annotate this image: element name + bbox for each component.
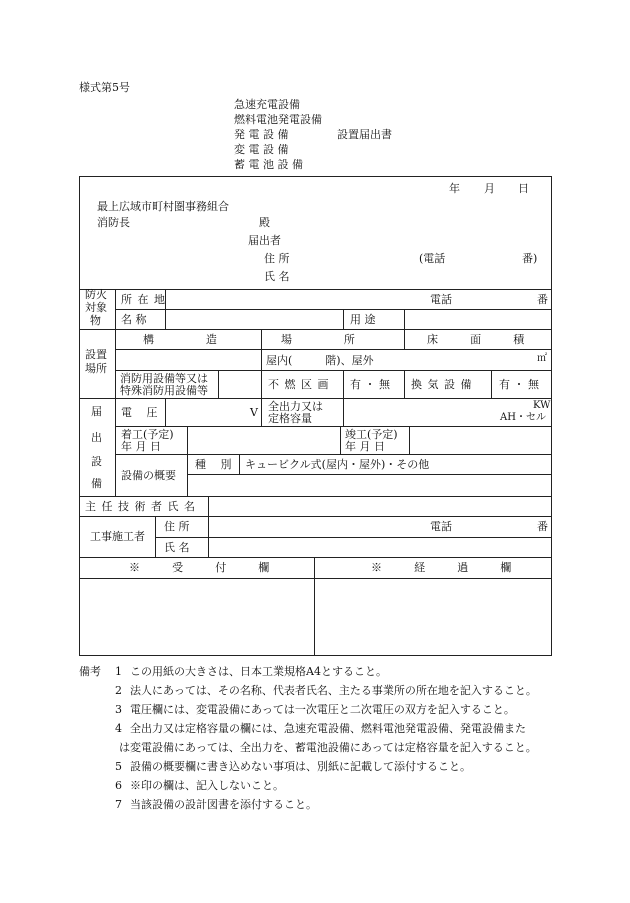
title-suffix: 設置届出書 — [337, 128, 392, 141]
object-label-1: 防火 — [85, 288, 107, 301]
chief-engineer-label: 主任技術者氏名 — [85, 500, 201, 513]
note-number: 2 — [115, 684, 122, 697]
floor-area-label: 床 面 積 — [427, 333, 539, 346]
object-phone-suffix: 番 — [537, 293, 548, 306]
note-number: 4 — [115, 722, 122, 735]
start-label-2: 年 月 日 — [121, 440, 161, 453]
title-equipment-5: 蓄 電 池 設 備 — [234, 158, 303, 171]
output-unit-ah: AH・セル — [500, 412, 546, 423]
ventilation-choice[interactable]: 有 ・ 無 — [499, 378, 539, 391]
title-equipment-2: 燃料電池発電設備 — [234, 113, 322, 126]
note-text: は変電設備にあっては、全出力を、蓄電池設備にあっては定格容量を記入すること。 — [119, 741, 537, 754]
note-text: この用紙の大きさは、日本工業規格A4とすること。 — [130, 665, 387, 678]
contractor-address-input[interactable] — [212, 518, 412, 535]
title-equipment-3: 発 電 設 備 — [234, 128, 289, 141]
contractor-address-label: 住 所 — [164, 520, 190, 533]
object-use-label: 用 途 — [350, 313, 376, 326]
structure-input[interactable] — [120, 351, 258, 368]
fireproof-zone-choice[interactable]: 有 ・ 無 — [350, 378, 390, 391]
object-name-label: 名 称 — [121, 313, 147, 326]
overview-label: 設備の概要 — [121, 469, 176, 482]
start-label-1: 着工(予定) — [121, 428, 174, 441]
installation-label-2: 場所 — [85, 362, 107, 375]
title-equipment-4: 変 電 設 備 — [234, 143, 289, 156]
contractor-name-label: 氏 名 — [164, 541, 190, 554]
notifier-label: 届出者 — [248, 234, 281, 247]
fire-equipment-label-1: 消防用設備等又は — [120, 372, 208, 385]
title-equipment-1: 急速充電設備 — [234, 98, 300, 111]
object-name-input[interactable] — [170, 310, 340, 328]
completion-date-input[interactable] — [413, 428, 548, 452]
output-unit-kw: KW — [533, 400, 551, 411]
date-month: 月 — [484, 182, 495, 195]
overview-input[interactable] — [191, 476, 547, 494]
output-label-2: 定格容量 — [268, 412, 312, 425]
contractor-label: 工事施工者 — [90, 530, 145, 543]
object-location-label: 所在地 — [121, 293, 171, 306]
output-label-1: 全出力又は — [268, 400, 323, 413]
notes-heading: 備考 — [79, 665, 101, 678]
addressee-title: 消防長 — [97, 216, 130, 229]
notifier-phone-label: (電話 — [419, 252, 446, 265]
notifier-phone-suffix: 番) — [522, 252, 538, 265]
honorific: 殿 — [259, 216, 270, 229]
note-number: 3 — [115, 703, 122, 716]
addressee-org: 最上広域市町村圏事務組合 — [97, 200, 229, 213]
note-text: 全出力又は定格容量の欄には、急速充電設備、燃料電池発電設備、発電設備また — [130, 722, 526, 735]
object-use-input[interactable] — [408, 310, 548, 328]
note-number: 1 — [115, 665, 122, 678]
reception-box — [81, 580, 312, 653]
indoor-outdoor-field[interactable]: 屋内( 階)、屋外 — [266, 354, 374, 367]
reception-label: ※ 受 付 欄 — [129, 561, 284, 574]
date-day: 日 — [518, 182, 529, 195]
fire-equipment-input[interactable] — [222, 372, 258, 396]
equipment-label-3: 設 — [91, 455, 102, 468]
note-number: 7 — [115, 798, 122, 811]
contractor-name-input[interactable] — [212, 539, 548, 555]
installation-label-1: 設置 — [85, 348, 107, 361]
ventilation-label: 換気設備 — [411, 378, 477, 391]
output-input[interactable] — [348, 400, 488, 424]
fireproof-zone-label: 不燃区画 — [268, 378, 334, 391]
note-text: 当該設備の設計図書を添付すること。 — [130, 798, 317, 811]
place-label: 場 所 — [281, 333, 380, 346]
object-label-2: 対象 — [85, 301, 107, 314]
object-label-3: 物 — [90, 314, 101, 327]
equipment-label-4: 備 — [91, 477, 102, 490]
area-unit: ㎡ — [537, 353, 547, 364]
floor-area-input[interactable] — [408, 351, 533, 368]
equipment-label-1: 届 — [91, 405, 102, 418]
progress-label: ※ 経 過 欄 — [371, 561, 526, 574]
note-text: 設備の概要欄に書き込めない事項は、別紙に記載して添付すること。 — [130, 760, 471, 773]
contractor-phone-label: 電話 — [430, 520, 452, 533]
notifier-address-label: 住 所 — [264, 252, 290, 265]
form-number: 様式第5号 — [79, 81, 130, 94]
chief-engineer-input[interactable] — [212, 498, 548, 514]
completion-label-2: 年 月 日 — [345, 440, 385, 453]
date-year: 年 — [449, 182, 460, 195]
progress-box — [316, 580, 549, 653]
contractor-phone-suffix: 番 — [537, 520, 548, 533]
structure-label: 構 造 — [143, 333, 242, 346]
object-location-input[interactable] — [170, 290, 340, 308]
voltage-unit: V — [250, 406, 258, 419]
type-choice[interactable]: キュービクル式(屋内・屋外)・その他 — [245, 458, 430, 471]
start-date-input[interactable] — [191, 428, 337, 452]
fire-equipment-label-2: 特殊消防用設備等 — [120, 384, 208, 397]
voltage-input[interactable] — [170, 400, 248, 424]
note-text: 法人にあっては、その名称、代表者氏名、主たる事業所の所在地を記入すること。 — [130, 684, 537, 697]
type-label: 種 別 — [195, 458, 237, 471]
note-text: 電圧欄には、変電設備にあっては一次電圧と二次電圧の双方を記入すること。 — [130, 703, 515, 716]
object-phone-label: 電話 — [430, 293, 452, 306]
voltage-label: 電 圧 — [121, 406, 163, 419]
note-text: ※印の欄は、記入しないこと。 — [130, 779, 284, 792]
notifier-name-label: 氏 名 — [264, 270, 290, 283]
note-number: 6 — [115, 779, 122, 792]
note-number: 5 — [115, 760, 122, 773]
completion-label-1: 竣工(予定) — [345, 428, 398, 441]
equipment-label-2: 出 — [91, 431, 102, 444]
